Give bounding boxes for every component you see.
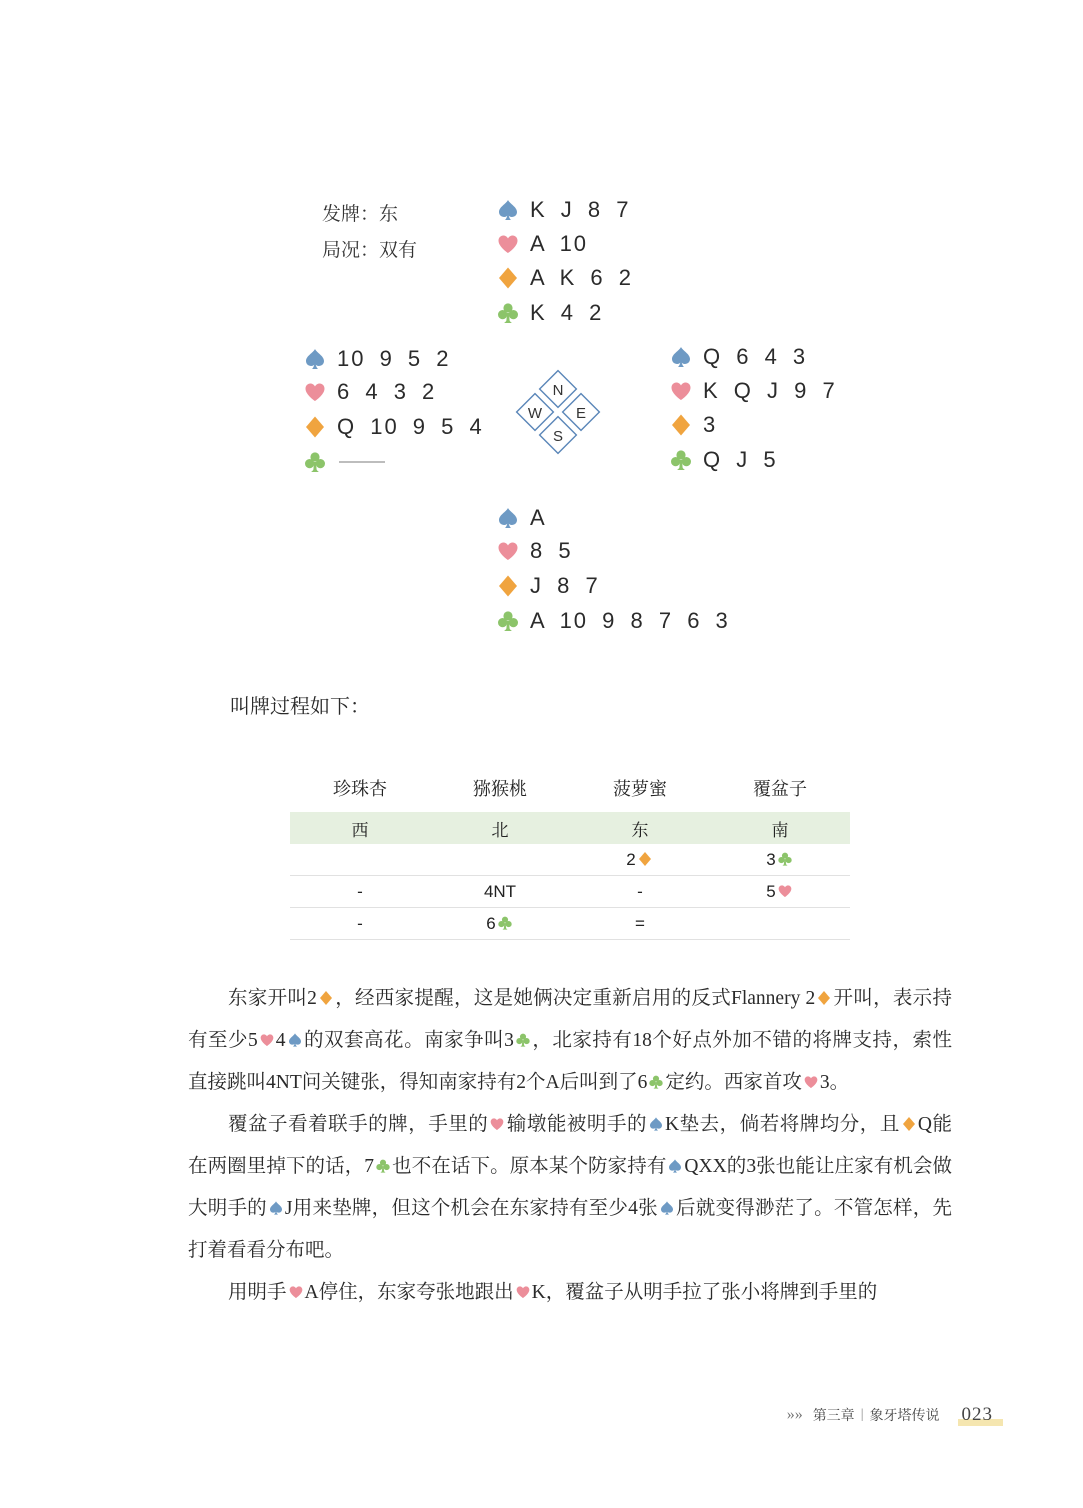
club-icon [515, 1032, 531, 1048]
footer-separator: | [860, 1407, 864, 1422]
paragraph-2: 覆盆子看着联手的牌，手里的 输墩能被明手的 K垫去，倘若将牌均分，且 Q能在两圈里掉下的话，7 也不在话下。原本某个防家持有 QXX的3张也能让庄家有机会做大明手的 J用来垫牌，但这个机会在东家持有至少4张 后就变得渺茫了。不管怎样，先打着看看分布吧。 [188, 1114, 952, 1261]
spade-icon [496, 198, 520, 222]
club-icon [303, 450, 327, 474]
page-footer [787, 1404, 997, 1426]
south-spades [496, 501, 547, 535]
card-list: Q 6 4 3 [703, 344, 808, 369]
player-row [290, 764, 850, 812]
card-list: A 10 [530, 231, 589, 256]
spade-icon [669, 345, 693, 369]
bid-cell [430, 844, 570, 876]
spade-icon [268, 1200, 284, 1216]
direction-south: 南 [710, 812, 850, 844]
heart-icon [259, 1032, 275, 1048]
club-icon [496, 301, 520, 325]
compass-south-label: S [552, 428, 564, 445]
direction-north: 北 [430, 812, 570, 844]
club-icon [496, 609, 520, 633]
compass-west-label: W [527, 405, 543, 422]
direction-west: 西 [290, 812, 430, 844]
heart-icon [515, 1284, 531, 1300]
bid-cell: 2 [570, 844, 710, 876]
diamond-icon [901, 1116, 917, 1132]
bidding-intro: 叫牌过程如下： [230, 696, 370, 718]
spade-icon [659, 1200, 675, 1216]
card-list: A [530, 505, 547, 530]
club-icon [777, 851, 793, 867]
paragraph-3: 用明手 A停住，东家夸张地跟出 K，覆盆子从明手拉了张小将牌到手里的 [228, 1282, 878, 1303]
card-list: 3 [703, 412, 718, 437]
heart-icon [288, 1284, 304, 1300]
club-icon [648, 1074, 664, 1090]
north-clubs [496, 296, 603, 330]
south-clubs [496, 604, 730, 638]
page-number: 023 [958, 1404, 998, 1426]
footer-title: 象牙塔传说 [869, 1409, 940, 1424]
bid-cell: - [290, 908, 430, 940]
compass-east-label: E [575, 405, 587, 422]
bid-cell: 4NT [430, 876, 570, 908]
paragraph-1: 东家开叫2 ，经西家提醒，这是她俩决定重新启用的反式Flannery 2 开叫，表示持有至少5 4 的双套高花。南家争叫3 ，北家持有18个好点外加不错的将牌支持，索性直接跳叫4NT问关键张，得知南家持有2个A后叫到了6 定约。西家首攻 3。 [188, 988, 952, 1093]
heart-icon [489, 1116, 505, 1132]
bid-cell [710, 908, 850, 940]
club-icon [669, 448, 693, 472]
east-diamonds [669, 408, 717, 442]
player-east: 菠萝蜜 [613, 779, 667, 799]
void-dash [339, 461, 385, 463]
player-north: 猕猴桃 [473, 779, 527, 799]
card-list: K Q J 9 7 [703, 378, 837, 403]
diamond-icon [303, 415, 327, 439]
vulnerability-label: 局况：双有 [322, 240, 418, 261]
heart-icon [496, 232, 520, 256]
card-list: Q J 5 [703, 447, 778, 472]
bid-cell [290, 844, 430, 876]
card-list: Q 10 9 5 4 [337, 414, 484, 439]
bid-cell: 6 [430, 908, 570, 940]
card-list: 6 4 3 2 [337, 379, 437, 404]
body-text [188, 978, 952, 1314]
heart-icon [303, 380, 327, 404]
spade-icon [303, 347, 327, 371]
diamond-icon [318, 990, 334, 1006]
footer-chapter: 第三章 [812, 1409, 855, 1424]
card-list: K 4 2 [530, 300, 604, 325]
north-diamonds [496, 261, 633, 295]
north-hearts [496, 227, 588, 261]
footer-arrows-icon: »» [786, 1406, 803, 1423]
bid-cell: 3 [710, 844, 850, 876]
bid-cell: - [570, 876, 710, 908]
spade-icon [648, 1116, 664, 1132]
south-diamonds [496, 569, 600, 603]
bidding-table [290, 764, 850, 940]
diamond-icon [496, 574, 520, 598]
player-south: 覆盆子 [753, 779, 807, 799]
bid-row [290, 876, 850, 908]
card-list: K J 8 7 [530, 197, 631, 222]
club-icon [375, 1158, 391, 1174]
south-hearts [496, 534, 573, 568]
compass [512, 366, 604, 458]
west-hearts [303, 375, 436, 409]
north-spades [496, 193, 630, 227]
bid-row [290, 844, 850, 876]
west-clubs [303, 445, 385, 479]
spade-icon [287, 1032, 303, 1048]
east-spades [669, 340, 807, 374]
card-list: A 10 9 8 7 6 3 [530, 608, 730, 633]
card-list: 8 5 [530, 538, 573, 563]
bid-cell: 5 [710, 876, 850, 908]
compass-north-label: N [552, 382, 564, 399]
diamond-icon [637, 851, 653, 867]
heart-icon [496, 539, 520, 563]
heart-icon [669, 379, 693, 403]
bid-cell: = [570, 908, 710, 940]
dealer-label: 发牌：东 [322, 204, 399, 225]
diamond-icon [816, 990, 832, 1006]
club-icon [497, 915, 513, 931]
east-hearts [669, 374, 837, 408]
direction-row [290, 812, 850, 844]
diamond-icon [496, 266, 520, 290]
player-west: 珍珠杏 [333, 779, 387, 799]
heart-icon [777, 883, 793, 899]
west-diamonds [303, 410, 484, 444]
card-list: 10 9 5 2 [337, 346, 451, 371]
diamond-icon [669, 413, 693, 437]
bid-row [290, 908, 850, 940]
card-list: A K 6 2 [530, 265, 633, 290]
west-spades [303, 342, 451, 376]
bid-cell: - [290, 876, 430, 908]
spade-icon [667, 1158, 683, 1174]
spade-icon [496, 506, 520, 530]
card-list: J 8 7 [530, 573, 600, 598]
heart-icon [803, 1074, 819, 1090]
east-clubs [669, 443, 778, 477]
direction-east: 东 [570, 812, 710, 844]
